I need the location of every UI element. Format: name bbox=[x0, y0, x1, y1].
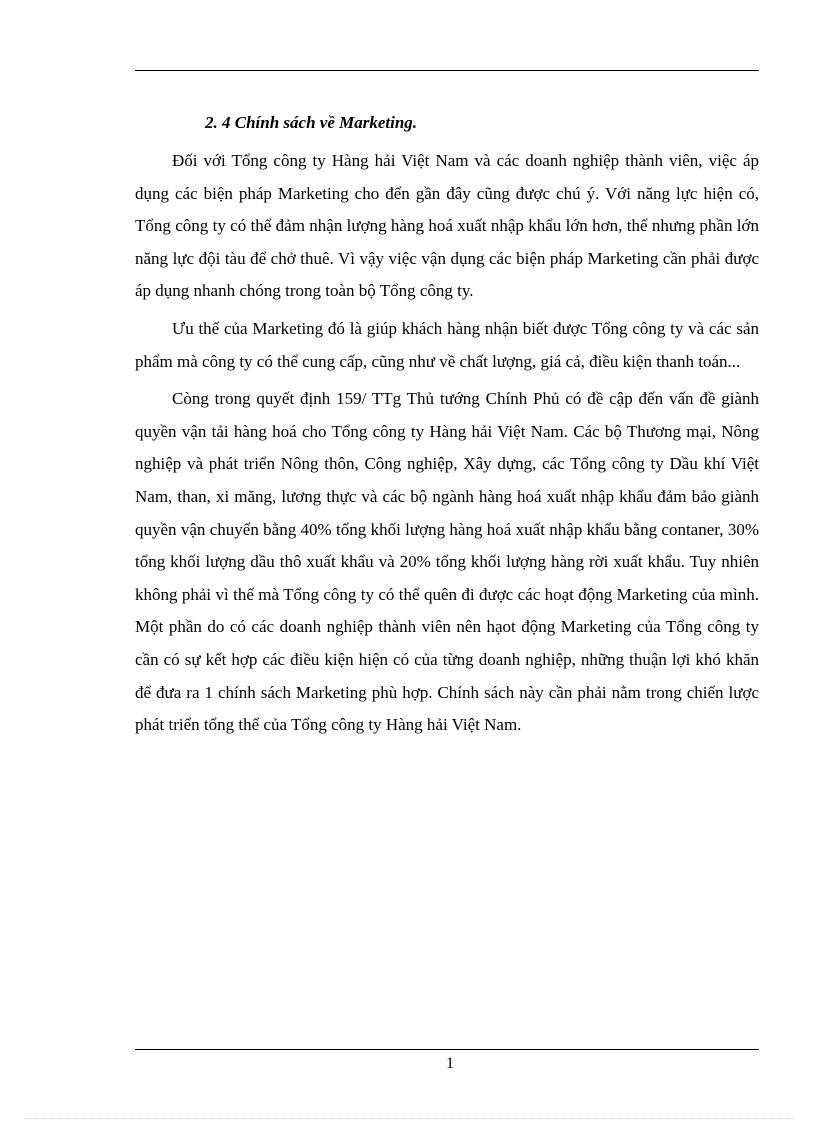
paragraph-2: Ưu thế của Marketing đó là giúp khách hàng nhận biết được Tổng công ty và các sản phẩm mà công ty có thể cung cấp, cũng như về chất lượng, giá cả, điều kiện thanh toán... bbox=[135, 318, 759, 371]
section-heading: 2. 4 Chính sách về Marketing. bbox=[205, 113, 418, 132]
paragraph-1: Đối với Tổng công ty Hàng hải Việt Nam và các doanh nghiệp thành viên, việc áp dụng các biện pháp Marketing cho đến gần đây cũng được chú ý. Với năng lực hiện có, Tổng công ty có thể đảm nhận lượng hàng hoá xuất nhập khẩu lớn hơn, thế nhưng phần lớn năng lực đội tàu để chở thuê. Vì vậy việc vận dụng các biện pháp Marketing cần phải được áp dụng nhanh chóng trong toàn bộ Tổng công ty. bbox=[135, 151, 759, 301]
page-number: 1 bbox=[446, 1055, 454, 1072]
paragraph-3: Còng trong quyết định 159/ TTg Thủ tướng Chính Phủ có đề cập đến vấn đề giành quyền vận tải hàng hoá cho Tổng công ty Hàng hải Việt Nam. Các bộ Thương mại, Nông nghiệp và phát triển Nông thôn, Công nghiệp, Xây dựng, các Tổng công ty Dầu khí Việt Nam, than, xi măng, lương thực và các bộ ngành hàng hoá xuất nhập khẩu đảm bảo giành quyền vận chuyển bằng 40% tổng khối lượng hàng hoá xuất nhập khẩu bằng contaner, 30% tổng khối lượng dầu thô xuất khẩu và 20% tổng khối lượng hàng rời xuất khẩu. Tuy nhiên không phải vì thế mà Tổng công ty có thể quên đi được các hoạt động Marketing của mình. Một phần do có các doanh nghiệp thành viên nên hạot động Marketing của Tổng công ty cần có sự kết hợp các điều kiện hiện có của từng doanh nghiệp, những thuận lợi khó khăn để đưa ra 1 chính sách Marketing phù hợp. Chính sách này cần phải nằm trong chiến lược phát triển tổng thể của Tổng công ty Hàng hải Việt Nam. bbox=[135, 389, 759, 735]
page-body bbox=[135, 108, 759, 742]
header-rule bbox=[135, 70, 759, 71]
page-edge-divider bbox=[25, 1118, 793, 1119]
footer-rule bbox=[135, 1049, 759, 1050]
